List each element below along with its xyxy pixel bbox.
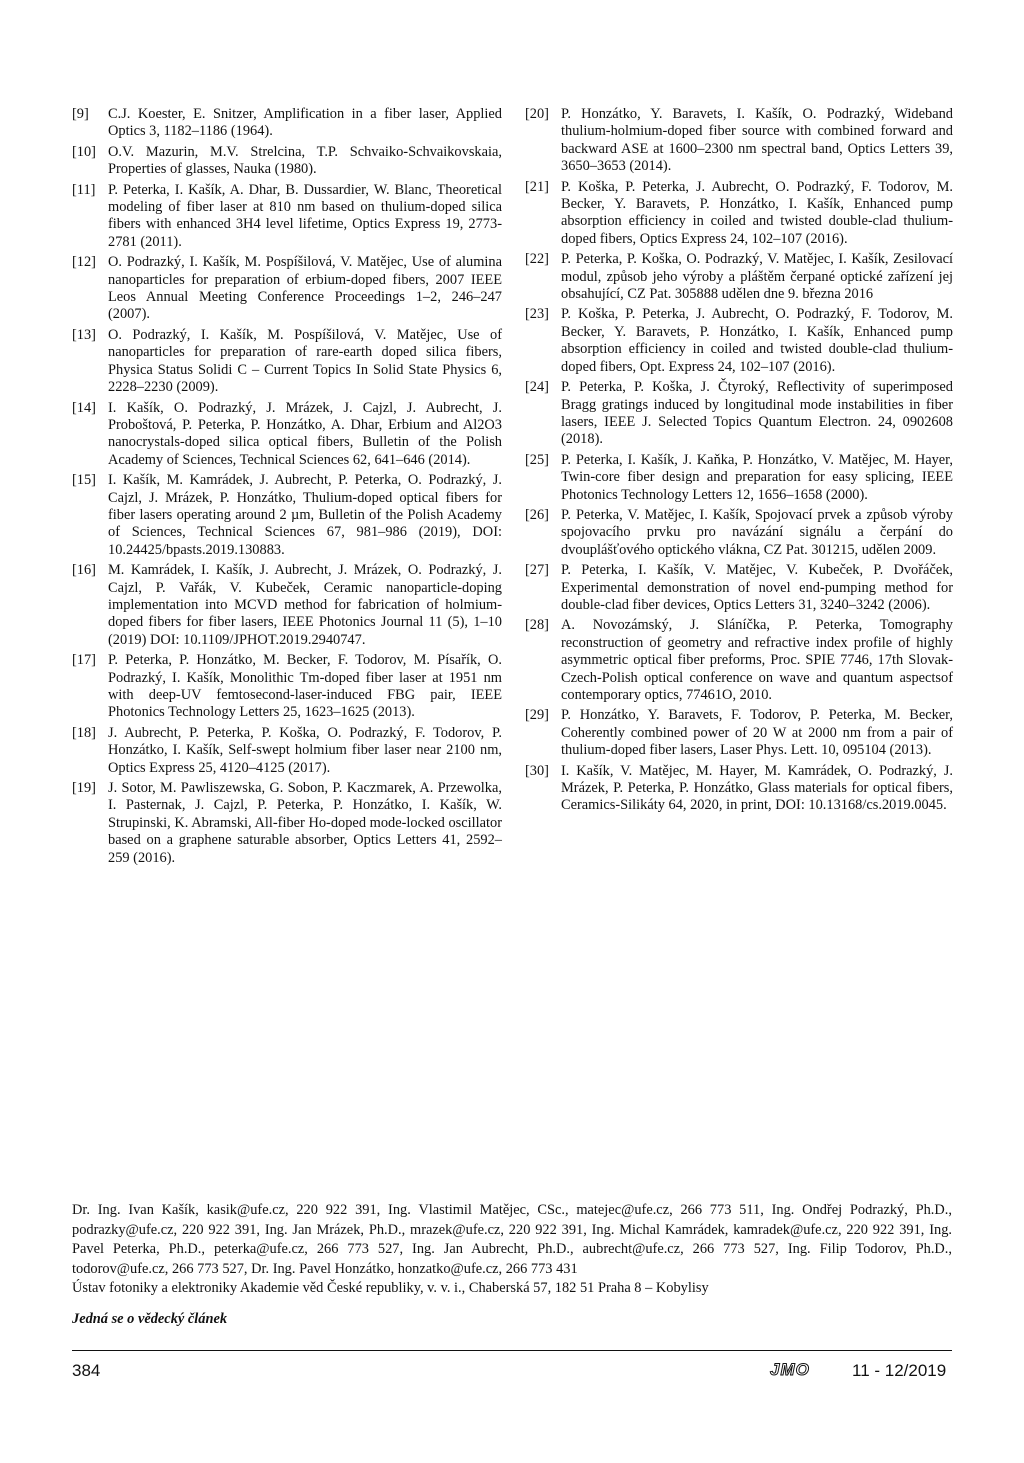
- reference-text: P. Peterka, P. Honzátko, M. Becker, F. Todorov, M. Písařík, O. Podrazký, I. Kašík, Monolithic Tm-doped fiber laser at 1951 nm with deep-UV femtosecond-laser-induced FBG pair, IEEE Photonics Technology Letters 25, 1623–1625 (2013).: [108, 652, 502, 721]
- author-affiliation: [72, 1201, 952, 1299]
- reference-number: [21]: [525, 178, 549, 195]
- reference-text: I. Kašík, O. Podrazký, J. Mrázek, J. Cajzl, J. Aubrecht, J. Proboštová, P. Peterka, P. Honzátko, A. Dhar, Erbium and Al2O3 nanocrystals-doped silica optical fibers, Bulletin of the Polish Academy of Sciences, Technical Sciences 62, 641–646 (2014).: [108, 399, 502, 468]
- reference-item: [72, 327, 502, 397]
- reference-text: P. Peterka, V. Matějec, I. Kašík, Spojovací prvek a způsob výroby spojovacího prvku pro navázání signálu a čerpání do dvouplášťového optického vlákna, CZ Pat. 301215, udělen 2009.: [561, 506, 953, 558]
- reference-text: M. Kamrádek, I. Kašík, J. Aubrecht, J. Mrázek, O. Podrazký, J. Cajzl, P. Vařák, V. Kubeček, Ceramic nanoparticle-doping implementation into MCVD method for fabrication of holmium-doped fibers for fiber lasers, IEEE Photonics Journal 11 (5), 1–10 (2019) DOI: 10.1109/JPHOT.2019.2940747.: [108, 562, 502, 648]
- reference-item: [525, 179, 953, 249]
- reference-number: [26]: [525, 506, 549, 523]
- reference-item: [72, 400, 502, 470]
- reference-number: [14]: [72, 399, 96, 416]
- reference-number: [20]: [525, 106, 549, 122]
- reference-text: J. Aubrecht, P. Peterka, P. Koška, O. Podrazký, F. Todorov, P. Honzátko, I. Kašík, Self-swept holmium fiber laser near 2100 nm, Optics Express 25, 4120–4125 (2017).: [108, 724, 502, 776]
- reference-item: [525, 507, 953, 559]
- reference-number: [13]: [72, 326, 96, 343]
- reference-number: [18]: [72, 724, 96, 741]
- reference-item: [72, 780, 502, 867]
- reference-text: P. Koška, P. Peterka, J. Aubrecht, O. Podrazký, F. Todorov, M. Becker, Y. Baravets, P. Honzátko, I. Kašík, Enhanced pump absorption efficiency in coiled and twisted double-clad thulium-doped fibers, Optics Express 24, 102–107 (2016).: [561, 178, 953, 247]
- references-right-column: [525, 106, 953, 818]
- reference-text: A. Novozámský, J. Sláníčka, P. Peterka, Tomography reconstruction of geometry and refractive index profile of highly asymmetric optical fiber preforms, Proc. SPIE 7746, 17th Slovak-Czech-Polish optical conference on wave and quantum aspectsof contemporary optics, 77461O, 2010.: [561, 617, 953, 703]
- reference-item: [525, 562, 953, 614]
- references-left-column: [72, 106, 502, 870]
- reference-text: P. Peterka, P. Koška, O. Podrazký, V. Matějec, I. Kašík, Zesilovací modul, způsob jeho výroby a pláštěm čerpané optické zařízení jej obsahující, CZ Pat. 305888 udělen dne 9. března 2016: [561, 251, 953, 303]
- reference-text: I. Kašík, V. Matějec, M. Hayer, M. Kamrádek, O. Podrazký, J. Mrázek, P. Peterka, P. Honzátko, Glass materials for optical fibers, Ceramics-Silikáty 64, 2020, in print, DOI: 10.13168/cs.2019.0045.: [561, 762, 953, 814]
- reference-item: [525, 106, 953, 176]
- reference-item: [72, 472, 502, 559]
- reference-item: [525, 452, 953, 504]
- reference-number: [29]: [525, 707, 549, 724]
- page-number: 384: [72, 1361, 101, 1380]
- reference-item: [72, 652, 502, 722]
- reference-number: [9]: [72, 106, 89, 122]
- reference-item: [525, 617, 953, 704]
- reference-number: [12]: [72, 254, 96, 271]
- reference-number: [23]: [525, 306, 549, 323]
- reference-item: [72, 182, 502, 252]
- reference-item: [72, 106, 502, 141]
- reference-text: C.J. Koester, E. Snitzer, Amplification in a fiber laser, Applied Optics 3, 1182–1186 (1964).: [108, 106, 502, 140]
- issue-number: 11 - 12/2019: [852, 1361, 947, 1380]
- reference-number: [19]: [72, 780, 96, 797]
- reference-item: [525, 251, 953, 303]
- reference-number: [25]: [525, 451, 549, 468]
- reference-number: [15]: [72, 472, 96, 489]
- reference-text: P. Koška, P. Peterka, J. Aubrecht, O. Podrazký, F. Todorov, M. Becker, Y. Baravets, P. Honzátko, I. Kašík, Enhanced pump absorption efficiency in coiled and twisted double-clad thulium-doped fibers, Opt. Express 24, 102–107 (2016).: [561, 306, 953, 375]
- reference-item: [525, 379, 953, 449]
- reference-number: [22]: [525, 251, 549, 268]
- reference-text: P. Peterka, I. Kašík, J. Kaňka, P. Honzátko, V. Matějec, M. Hayer, Twin-core fiber design and preparation for easy splicing, IEEE Photonics Technology Letters 12, 1656–1658 (2000).: [561, 451, 953, 503]
- reference-item: [525, 306, 953, 376]
- reference-text: P. Honzátko, Y. Baravets, F. Todorov, P. Peterka, M. Becker, Coherently combined power of 20 W at 2000 nm from a pair of thulium-doped fiber lasers, Laser Phys. Lett. 10, 095104 (2013).: [561, 707, 953, 759]
- reference-number: [24]: [525, 379, 549, 396]
- reference-number: [16]: [72, 562, 96, 579]
- reference-text: J. Sotor, M. Pawliszewska, G. Sobon, P. Kaczmarek, A. Przewolka, I. Pasternak, J. Cajzl, P. Peterka, P. Honzátko, I. Kašík, W. Strupinski, K. Abramski, All-fiber Ho-doped mode-locked oscillator based on a graphene saturable absorber, Optics Letters 41, 2592–259 (2016).: [108, 780, 502, 866]
- reference-item: [72, 254, 502, 324]
- reference-text: I. Kašík, M. Kamrádek, J. Aubrecht, P. Peterka, O. Podrazký, J. Cajzl, J. Mrázek, P. Honzátko, Thulium-doped optical fibers for fiber lasers operating around 2 µm, Bulletin of the Polish Academy of Sciences, Technical Sciences 67, 981–986 (2019), DOI: 10.24425/bpasts.2019.130883.: [108, 472, 502, 558]
- reference-number: [27]: [525, 562, 549, 579]
- reference-number: [30]: [525, 762, 549, 779]
- journal-logo: JMO: [770, 1360, 810, 1379]
- reference-text: P. Honzátko, Y. Baravets, I. Kašík, O. Podrazký, Wideband thulium-holmium-doped fiber source with combined forward and backward ASE at 1600–2300 nm spectral band, Optics Letters 39, 3650–3653 (2014).: [561, 106, 953, 175]
- reference-text: P. Peterka, I. Kašík, V. Matějec, V. Kubeček, P. Dvořáček, Experimental demonstration of novel end-pumping method for double-clad fiber devices, Optics Letters 31, 3240–3242 (2006).: [561, 562, 953, 613]
- reference-number: [17]: [72, 652, 96, 669]
- reference-item: [525, 763, 953, 815]
- reference-text: O. Podrazký, I. Kašík, M. Pospíšilová, V. Matějec, Use of nanoparticles for preparation of rare-earth doped silica fibers, Physica Status Solidi C – Current Topics In Solid State Physics 6, 2228–2230 (2009).: [108, 326, 502, 396]
- reference-text: P. Peterka, P. Koška, J. Čtyroký, Reflectivity of superimposed Bragg gratings induced by longitudinal mode instabilities in fiber lasers, IEEE J. Selected Topics Quantum Electron. 24, 0902608 (2018).: [561, 379, 953, 448]
- article-type-note: Jedná se o vědecký článek: [72, 1311, 228, 1327]
- reference-number: [28]: [525, 617, 549, 634]
- author-contacts: Dr. Ing. Ivan Kašík, kasik@ufe.cz, 220 922 391, Ing. Vlastimil Matějec, CSc., matejec@ufe.cz, 266 773 511, Ing. Ondřej Podrazký, Ph.D., podrazky@ufe.cz, 220 922 391, Ing. Jan Mrázek, Ph.D., mrazek@ufe.cz, 220 922 391, Ing. Michal Kamrádek, kamradek@ufe.cz, 220 922 391, Ing. Pavel Peterka, Ph.D., peterka@ufe.cz, 266 773 527, Ing. Jan Aubrecht, Ph.D., aubrecht@ufe.cz, 266 773 527, Ing. Filip Todorov, Ph.D., todorov@ufe.cz, 266 773 527, Dr. Ing. Pavel Honzátko, honzatko@ufe.cz, 266 773 431: [72, 1202, 952, 1277]
- reference-item: [525, 707, 953, 759]
- reference-text: O. Podrazký, I. Kašík, M. Pospíšilová, V. Matějec, Use of alumina nanoparticles for preparation of erbium-doped fibers, 2007 IEEE Leos Annual Meeting Conference Proceedings 1–2, 246–247 (2007).: [108, 254, 502, 323]
- reference-item: [72, 144, 502, 179]
- reference-number: [11]: [72, 181, 96, 198]
- reference-text: P. Peterka, I. Kašík, A. Dhar, B. Dussardier, W. Blanc, Theoretical modeling of fiber laser at 810 nm based on thulium-doped silica fibers with enhanced 3H4 level lifetime, Optics Express 19, 2773-2781 (2011).: [108, 181, 502, 250]
- reference-text: O.V. Mazurin, M.V. Strelcina, T.P. Schvaiko-Schvaikovskaia, Properties of glasses, Nauka (1980).: [108, 143, 502, 178]
- reference-item: [72, 725, 502, 777]
- institute-address: Ústav fotoniky a elektroniky Akademie věd České republiky, v. v. i., Chaberská 57, 182 51 Praha 8 – Kobylisy: [72, 1280, 709, 1296]
- reference-item: [72, 562, 502, 649]
- footer-divider: [72, 1350, 952, 1351]
- reference-number: [10]: [72, 143, 96, 160]
